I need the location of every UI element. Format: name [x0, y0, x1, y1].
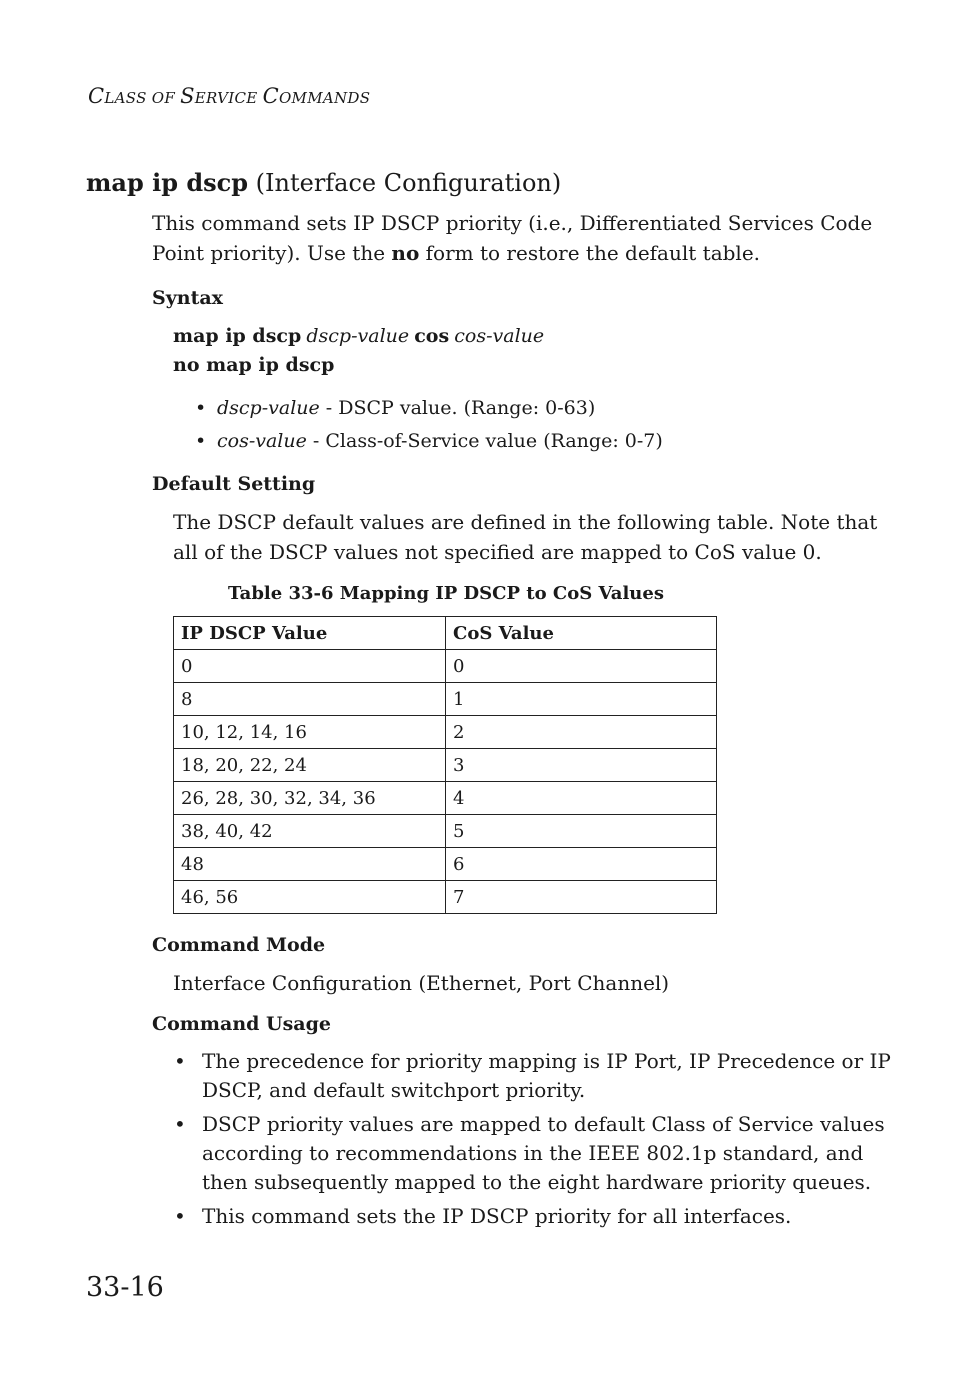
command-mode-heading: Command Mode [152, 934, 326, 956]
table-cell: 10, 12, 14, 16 [174, 716, 446, 749]
syntax-command: map ip dscp [173, 325, 302, 347]
syntax-arg: cos-value [454, 325, 545, 347]
usage-line: then subsequently mapped to the eight hardware priority queues. [202, 1170, 872, 1194]
table-row [174, 683, 717, 716]
usage-item [174, 1110, 885, 1197]
paragraph-line: The DSCP default values are defined in the following table. Note that [173, 510, 878, 534]
table-row [174, 782, 717, 815]
usage-line: This command sets the IP DSCP priority for all interfaces. [202, 1204, 792, 1228]
table-cell: 26, 28, 30, 32, 34, 36 [174, 782, 446, 815]
usage-line: according to recommendations in the IEEE 802.1p standard, and [202, 1141, 864, 1165]
usage-item [174, 1202, 792, 1231]
syntax-keyword: cos [414, 325, 450, 347]
syntax-line: no map ip dscp [173, 354, 335, 376]
bullet-marker: • [174, 1049, 186, 1073]
default-setting-heading: Default Setting [152, 473, 316, 495]
param-item [195, 430, 663, 452]
table-row [174, 848, 717, 881]
table-cell: 8 [174, 683, 446, 716]
table-cell: 18, 20, 22, 24 [174, 749, 446, 782]
table-cell: 0 [174, 650, 446, 683]
default-setting-paragraph [173, 507, 877, 567]
table-row [174, 881, 717, 914]
bullet-marker: • [174, 1204, 186, 1228]
intro-paragraph [152, 208, 872, 268]
table-cell: 6 [446, 848, 717, 881]
dscp-cos-table [173, 616, 717, 914]
table-cell: 7 [446, 881, 717, 914]
usage-item [174, 1047, 891, 1105]
param-desc: - Class-of-Service value (Range: 0-7) [306, 430, 663, 452]
bullet-marker: • [195, 430, 207, 452]
header-text: C [88, 84, 105, 108]
header-text: S [180, 84, 195, 108]
usage-line: DSCP priority values are mapped to default Class of Service values [202, 1112, 885, 1136]
title-context: (Interface Configuration) [255, 169, 562, 197]
page-number: 33-16 [86, 1272, 164, 1303]
intro-line [152, 238, 872, 268]
param-name: dscp-value [217, 397, 320, 419]
column-header: CoS Value [446, 617, 717, 650]
paragraph-line: all of the DSCP values not specified are mapped to CoS value 0. [173, 540, 822, 564]
header-text: OMMANDS [278, 89, 371, 107]
table-cell: 38, 40, 42 [174, 815, 446, 848]
table-cell: 3 [446, 749, 717, 782]
text: form to restore the default table. [419, 241, 761, 265]
param-item [195, 397, 596, 419]
param-desc: - DSCP value. (Range: 0-63) [319, 397, 596, 419]
header-text: LASS OF [104, 89, 181, 107]
column-header: IP DSCP Value [174, 617, 446, 650]
keyword: no [391, 241, 420, 265]
command-mode-text: Interface Configuration (Ethernet, Port Channel) [173, 971, 670, 995]
header-text: ERVICE [194, 89, 263, 107]
usage-line: DSCP, and default switchport priority. [202, 1078, 586, 1102]
table-cell: 46, 56 [174, 881, 446, 914]
table-cell: 0 [446, 650, 717, 683]
table-cell: 5 [446, 815, 717, 848]
table-header-row [174, 617, 717, 650]
command-usage-heading: Command Usage [152, 1013, 331, 1035]
table-caption: Table 33-6 Mapping IP DSCP to CoS Values [228, 583, 664, 604]
table-cell: 1 [446, 683, 717, 716]
bullet-marker: • [195, 397, 207, 419]
syntax-line [173, 322, 544, 351]
intro-line: This command sets IP DSCP priority (i.e., Differentiated Services Code [152, 211, 873, 235]
table-row [174, 815, 717, 848]
table-cell: 48 [174, 848, 446, 881]
table-cell: 2 [446, 716, 717, 749]
section-title [86, 168, 561, 197]
table-row [174, 716, 717, 749]
bullet-marker: • [174, 1112, 186, 1136]
syntax-arg: dscp-value [306, 325, 410, 347]
syntax-heading: Syntax [152, 287, 223, 309]
running-header [88, 84, 370, 108]
text: Point priority). Use the [152, 241, 392, 265]
syntax-block [173, 322, 544, 380]
table-cell: 4 [446, 782, 717, 815]
table-row [174, 650, 717, 683]
usage-line: The precedence for priority mapping is IP Port, IP Precedence or IP [202, 1049, 891, 1073]
table-row [174, 749, 717, 782]
title-command: map ip dscp [86, 168, 249, 197]
param-name: cos-value [217, 430, 307, 452]
header-text: C [262, 84, 279, 108]
